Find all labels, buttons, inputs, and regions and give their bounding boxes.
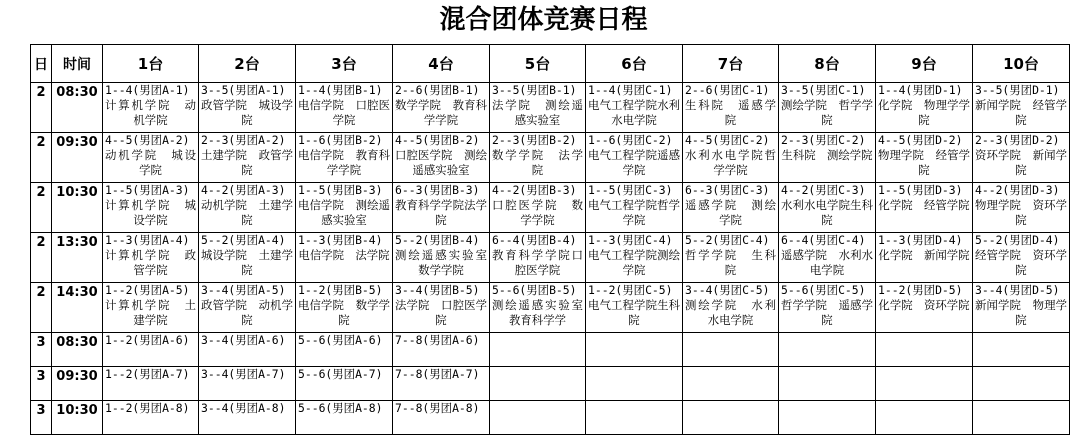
table-row [31, 367, 1070, 401]
match-code: 1--2(男团A-5) [105, 283, 190, 297]
match-teams: 哲学学院 生科院 [685, 248, 776, 277]
header-table-1: 1台 [103, 45, 199, 83]
match-teams: 电信学院 口腔医学院 [298, 98, 390, 127]
header-day: 日 [31, 45, 52, 83]
match-cell [876, 367, 973, 401]
match-cell [586, 83, 683, 133]
match-teams: 政管学院 城设学院 [201, 98, 293, 127]
match-code: 1--4(男团C-1) [588, 83, 673, 97]
match-cell [683, 401, 779, 435]
match-code: 4--2(男团D-3) [975, 183, 1060, 197]
match-cell [296, 233, 393, 283]
match-code: 1--5(男团D-3) [878, 183, 963, 197]
match-teams: 遥感学院 测绘学院 [685, 198, 776, 227]
match-code: 1--6(男团B-2) [298, 133, 383, 147]
match-cell [876, 333, 973, 367]
match-cell [586, 367, 683, 401]
match-cell [103, 83, 199, 133]
match-cell [393, 283, 490, 333]
table-row [31, 283, 1070, 333]
match-teams: 测绘遥感实验室 数学学院 [395, 248, 487, 277]
match-cell [973, 367, 1070, 401]
match-cell [103, 283, 199, 333]
match-cell [199, 333, 296, 367]
match-code: 5--2(男团D-4) [975, 233, 1060, 247]
header-table-6: 6台 [586, 45, 683, 83]
table-row [31, 333, 1070, 367]
match-teams: 生科院 测绘学院 [781, 148, 873, 162]
match-teams: 动机学院 土建学院 [201, 198, 293, 227]
match-teams: 电气工程学院遥感学院 [588, 148, 680, 177]
match-code: 2--3(男团B-2) [492, 133, 577, 147]
match-code: 5--6(男团A-8) [298, 401, 383, 415]
match-code: 3--5(男团A-1) [201, 83, 286, 97]
match-teams: 电气工程学院哲学学院 [588, 198, 680, 227]
match-teams: 数学学院 法学院 [492, 148, 583, 177]
time-cell: 08:30 [52, 83, 103, 133]
match-cell [683, 367, 779, 401]
match-cell [393, 401, 490, 435]
match-cell [393, 133, 490, 183]
match-code: 3--4(男团B-5) [395, 283, 480, 297]
match-code: 4--2(男团B-3) [492, 183, 577, 197]
match-code: 3--5(男团C-1) [781, 83, 866, 97]
match-cell [876, 401, 973, 435]
table-header [31, 45, 1070, 83]
match-code: 4--5(男团D-2) [878, 133, 963, 147]
match-cell [586, 401, 683, 435]
match-cell [973, 283, 1070, 333]
match-cell [779, 133, 876, 183]
match-code: 3--4(男团A-8) [201, 401, 286, 415]
match-code: 2--3(男团D-2) [975, 133, 1060, 147]
table-row [31, 401, 1070, 435]
match-cell [296, 333, 393, 367]
day-cell: 3 [31, 367, 52, 401]
match-code: 1--4(男团D-1) [878, 83, 963, 97]
match-code: 4--5(男团B-2) [395, 133, 480, 147]
match-cell [779, 183, 876, 233]
match-cell [876, 83, 973, 133]
match-cell [490, 183, 586, 233]
match-teams: 电气工程学院测绘学院 [588, 248, 680, 277]
match-cell [779, 333, 876, 367]
match-teams: 化学院 经管学院 [878, 198, 970, 212]
match-cell [393, 233, 490, 283]
match-code: 3--5(男团B-1) [492, 83, 577, 97]
match-cell [973, 401, 1070, 435]
match-teams: 计算机学院 动机学院 [105, 98, 196, 127]
page-title: 混合团体竞赛日程 [439, 5, 648, 35]
match-code: 1--5(男团B-3) [298, 183, 383, 197]
header-table-3: 3台 [296, 45, 393, 83]
match-cell [973, 183, 1070, 233]
match-code: 3--4(男团C-5) [685, 283, 770, 297]
match-code: 3--4(男团A-6) [201, 333, 286, 347]
match-cell [490, 401, 586, 435]
day-cell: 2 [31, 233, 52, 283]
match-teams: 新闻学院 物理学院 [975, 298, 1067, 327]
match-cell [876, 133, 973, 183]
match-cell [779, 367, 876, 401]
match-teams: 电信学院 数学学院 [298, 298, 390, 327]
match-cell [683, 233, 779, 283]
match-code: 1--3(男团A-4) [105, 233, 190, 247]
match-cell [779, 233, 876, 283]
match-cell [199, 233, 296, 283]
time-cell: 13:30 [52, 233, 103, 283]
match-code: 4--5(男团C-2) [685, 133, 770, 147]
match-code: 1--5(男团C-3) [588, 183, 673, 197]
time-cell: 14:30 [52, 283, 103, 333]
match-teams: 电气工程学院水利水电学院 [588, 98, 680, 127]
match-code: 7--8(男团A-7) [395, 367, 480, 381]
match-cell [973, 133, 1070, 183]
day-cell: 2 [31, 133, 52, 183]
match-cell [876, 233, 973, 283]
match-code: 5--2(男团B-4) [395, 233, 480, 247]
match-code: 1--3(男团C-4) [588, 233, 673, 247]
match-code: 1--2(男团A-6) [105, 333, 190, 347]
match-teams: 测绘遥感实验室 教育科学学 [492, 298, 583, 327]
match-cell [103, 333, 199, 367]
match-cell [393, 183, 490, 233]
match-cell [199, 367, 296, 401]
match-teams: 法学院 测绘遥感实验室 [492, 98, 583, 127]
table-row [31, 183, 1070, 233]
match-teams: 物理学院 经管学院 [878, 148, 970, 177]
match-teams: 口腔医学院 测绘遥感实验室 [395, 148, 487, 177]
match-cell [683, 183, 779, 233]
match-teams: 口腔医学院 数学学院 [492, 198, 583, 227]
match-cell [103, 133, 199, 183]
header-table-7: 7台 [683, 45, 779, 83]
match-cell [779, 83, 876, 133]
match-code: 1--3(男团B-4) [298, 233, 383, 247]
match-code: 3--4(男团D-5) [975, 283, 1060, 297]
match-teams: 电信学院 测绘遥感实验室 [298, 198, 390, 227]
match-teams: 法学院 口腔医学院 [395, 298, 487, 327]
match-teams: 政管学院 动机学院 [201, 298, 293, 327]
match-code: 1--3(男团D-4) [878, 233, 963, 247]
match-teams: 计算机学院 土建学院 [105, 298, 196, 327]
match-cell [296, 283, 393, 333]
match-teams: 城设学院 土建学院 [201, 248, 293, 277]
time-cell: 10:30 [52, 401, 103, 435]
match-cell [103, 367, 199, 401]
match-teams: 电信学院 教育科学学院 [298, 148, 390, 177]
match-teams: 物理学院 资环学院 [975, 198, 1067, 227]
match-teams: 经管学院 资环学院 [975, 248, 1067, 277]
match-teams: 电气工程学院生科院 [588, 298, 680, 327]
table-row [31, 133, 1070, 183]
match-cell [683, 283, 779, 333]
match-code: 7--8(男团A-6) [395, 333, 480, 347]
match-cell [296, 183, 393, 233]
match-teams: 土建学院 政管学院 [201, 148, 293, 177]
match-cell [683, 133, 779, 183]
match-teams: 生科院 遥感学院 [685, 98, 776, 127]
match-cell [876, 183, 973, 233]
time-cell: 10:30 [52, 183, 103, 233]
match-cell [296, 367, 393, 401]
match-cell [199, 401, 296, 435]
match-code: 2--6(男团B-1) [395, 83, 480, 97]
match-cell [683, 333, 779, 367]
match-code: 6--4(男团C-4) [781, 233, 866, 247]
match-cell [490, 83, 586, 133]
match-code: 5--6(男团B-5) [492, 283, 577, 297]
header-row [31, 45, 1070, 83]
match-teams: 化学院 物理学学院 [878, 98, 970, 127]
match-teams: 化学院 资环学院 [878, 298, 970, 312]
day-cell: 3 [31, 401, 52, 435]
match-cell [490, 233, 586, 283]
match-teams: 测绘学院 哲学学院 [781, 98, 873, 127]
match-teams: 动机学院 城设学院 [105, 148, 196, 177]
match-cell [973, 233, 1070, 283]
match-cell [876, 283, 973, 333]
table-row [31, 233, 1070, 283]
match-teams: 计算机学院 城设学院 [105, 198, 196, 227]
match-code: 1--2(男团A-8) [105, 401, 190, 415]
match-cell [199, 283, 296, 333]
match-code: 1--4(男团B-1) [298, 83, 383, 97]
match-code: 4--5(男团A-2) [105, 133, 190, 147]
match-cell [973, 83, 1070, 133]
match-code: 6--3(男团C-3) [685, 183, 770, 197]
match-cell [586, 233, 683, 283]
match-code: 1--6(男团C-2) [588, 133, 673, 147]
header-table-4: 4台 [393, 45, 490, 83]
match-cell [199, 83, 296, 133]
match-cell [103, 183, 199, 233]
match-code: 1--2(男团B-5) [298, 283, 383, 297]
match-cell [779, 283, 876, 333]
match-code: 1--4(男团A-1) [105, 83, 190, 97]
header-table-2: 2台 [199, 45, 296, 83]
match-code: 6--4(男团B-4) [492, 233, 577, 247]
time-cell: 08:30 [52, 333, 103, 367]
match-teams: 数学学院 教育科学学院 [395, 98, 487, 127]
match-cell [393, 83, 490, 133]
match-code: 5--6(男团A-7) [298, 367, 383, 381]
match-teams: 遥感学院 水利水电学院 [781, 248, 873, 277]
match-teams: 计算机学院 政管学院 [105, 248, 196, 277]
match-cell [199, 183, 296, 233]
header-table-9: 9台 [876, 45, 973, 83]
match-teams: 新闻学院 经管学院 [975, 98, 1067, 127]
match-cell [490, 283, 586, 333]
match-cell [296, 133, 393, 183]
match-cell [296, 83, 393, 133]
day-cell: 2 [31, 183, 52, 233]
match-code: 5--2(男团C-4) [685, 233, 770, 247]
header-time: 时间 [52, 45, 103, 83]
day-cell: 3 [31, 333, 52, 367]
match-teams: 测绘学院 水利水电学院 [685, 298, 776, 327]
match-cell [490, 333, 586, 367]
match-code: 5--2(男团A-4) [201, 233, 286, 247]
match-cell [103, 401, 199, 435]
header-table-10: 10台 [973, 45, 1070, 83]
time-cell: 09:30 [52, 367, 103, 401]
match-code: 7--8(男团A-8) [395, 401, 480, 415]
match-cell [683, 83, 779, 133]
table-row [31, 83, 1070, 133]
match-teams: 教育科学学院口腔医学院 [492, 248, 583, 277]
match-cell [779, 401, 876, 435]
day-cell: 2 [31, 283, 52, 333]
day-cell: 2 [31, 83, 52, 133]
match-teams: 电信学院 法学院 [298, 248, 390, 262]
match-code: 4--2(男团C-3) [781, 183, 866, 197]
match-teams: 资环学院 新闻学院 [975, 148, 1067, 177]
match-cell [490, 367, 586, 401]
match-teams: 教育科学学院法学院 [395, 198, 487, 227]
match-code: 1--5(男团A-3) [105, 183, 190, 197]
match-cell [199, 133, 296, 183]
match-code: 6--3(男团B-3) [395, 183, 480, 197]
match-cell [586, 283, 683, 333]
schedule-table [30, 44, 1070, 435]
table-body [31, 83, 1070, 435]
time-cell: 09:30 [52, 133, 103, 183]
match-cell [586, 333, 683, 367]
match-code: 2--3(男团A-2) [201, 133, 286, 147]
match-teams: 水利水电学院哲学学院 [685, 148, 776, 177]
match-cell [103, 233, 199, 283]
match-code: 5--6(男团C-5) [781, 283, 866, 297]
match-code: 2--6(男团C-1) [685, 83, 770, 97]
match-code: 3--5(男团D-1) [975, 83, 1060, 97]
match-cell [973, 333, 1070, 367]
match-cell [490, 133, 586, 183]
match-cell [586, 183, 683, 233]
match-code: 5--6(男团A-6) [298, 333, 383, 347]
match-cell [296, 401, 393, 435]
match-code: 1--2(男团D-5) [878, 283, 963, 297]
match-code: 1--2(男团C-5) [588, 283, 673, 297]
match-cell [393, 333, 490, 367]
match-code: 4--2(男团A-3) [201, 183, 286, 197]
match-code: 2--3(男团C-2) [781, 133, 866, 147]
header-table-5: 5台 [490, 45, 586, 83]
match-code: 3--4(男团A-5) [201, 283, 286, 297]
match-teams: 化学院 新闻学院 [878, 248, 970, 262]
match-teams: 水利水电学院生科院 [781, 198, 873, 227]
match-cell [586, 133, 683, 183]
match-code: 3--4(男团A-7) [201, 367, 286, 381]
match-code: 1--2(男团A-7) [105, 367, 190, 381]
match-teams: 哲学学院 遥感学院 [781, 298, 873, 327]
match-cell [393, 367, 490, 401]
header-table-8: 8台 [779, 45, 876, 83]
